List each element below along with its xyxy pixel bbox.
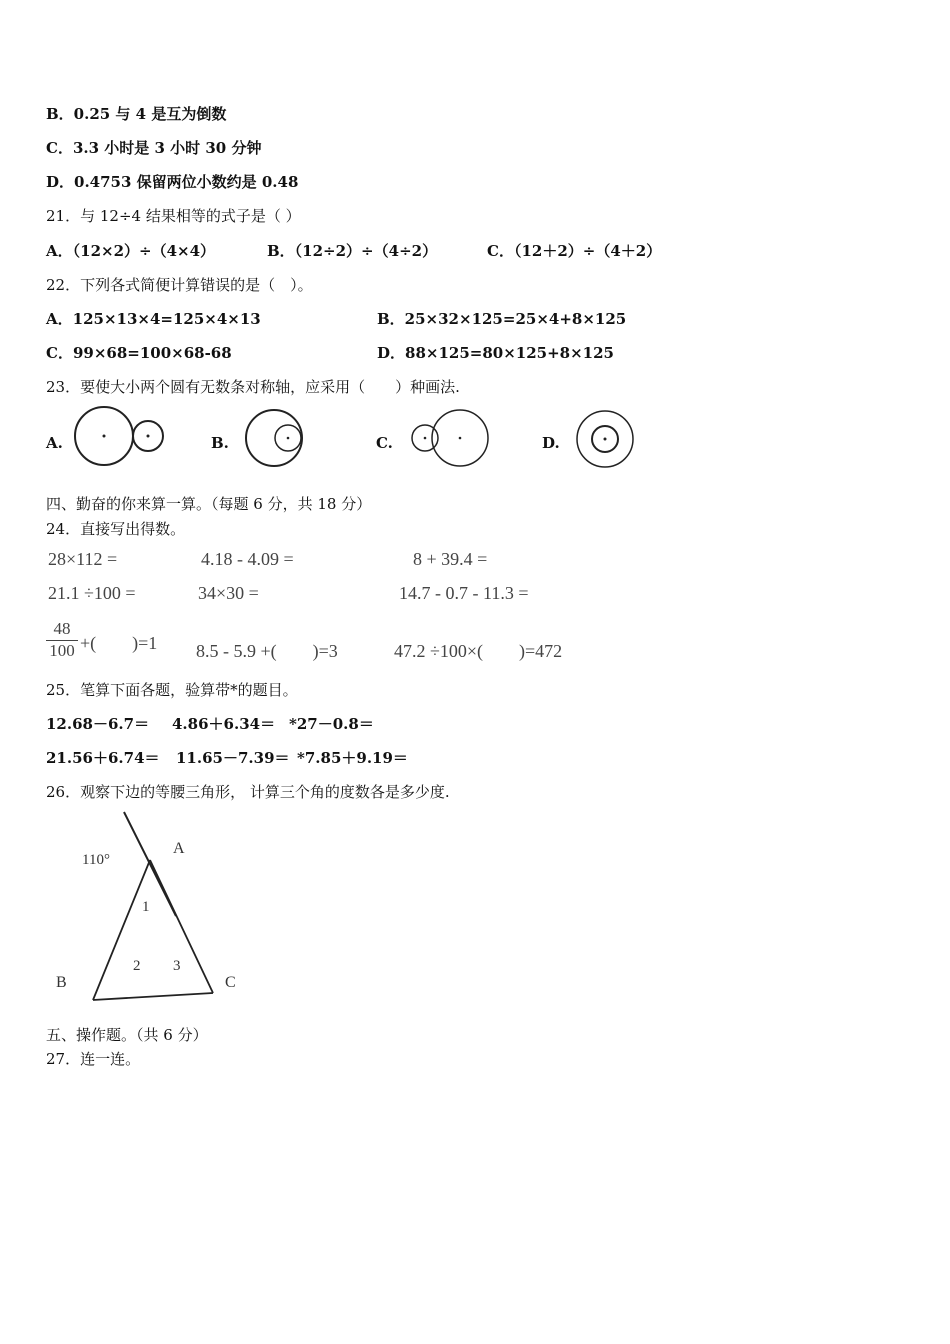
vertex-b-label: B <box>56 974 67 991</box>
q24-row3-item1: +( )=1 <box>80 633 158 653</box>
q23-label-d: D. <box>542 434 560 452</box>
triangle-side-ab <box>93 860 150 1000</box>
section5-title: 五、操作题。（共 6 分） <box>46 1026 208 1044</box>
q24-row1-item3: 8 + 39.4 = <box>413 549 488 569</box>
q21-stem: 21．与 12÷4 结果相等的式子是（ ） <box>46 207 301 225</box>
q21-option-a: A．（12×2）÷（4×4） <box>46 242 216 260</box>
section4-title: 四、勤奋的你来算一算。（每题 6 分，共 18 分） <box>46 495 372 513</box>
q23-label-c: C. <box>376 434 393 452</box>
q23-stem: 23．要使大小两个圆有无数条对称轴，应采用（ ）种画法. <box>46 378 460 396</box>
q26-stem: 26．观察下边的等腰三角形， 计算三个角的度数各是多少度. <box>46 783 450 801</box>
q25-row2-item3: *7.85＋9.19＝ <box>297 749 408 767</box>
q23-label-b: B. <box>211 434 229 452</box>
angle-1-label: 1 <box>142 899 150 915</box>
q22-option-a: A．125×13×4=125×4×13 <box>46 310 261 328</box>
q24-row1-item1: 28×112 = <box>48 549 118 569</box>
q24-stem: 24．直接写出得数。 <box>46 520 186 538</box>
q20-option-b: B．0.25 与 4 是互为倒数 <box>46 105 227 123</box>
q22-stem: 22．下列各式简便计算错误的是（ ）。 <box>46 276 313 294</box>
angle-110-label: 110° <box>82 852 110 868</box>
q21-option-c: C．（12＋2）÷（4＋2） <box>487 242 662 260</box>
vertex-c-label: C <box>225 974 236 991</box>
triangle-side-ac <box>150 860 213 993</box>
angle-3-label: 3 <box>173 958 181 974</box>
q22-option-d: D．88×125=80×125+8×125 <box>377 344 614 362</box>
q24-row3-item2: 8.5 - 5.9 +( )=3 <box>196 641 338 661</box>
q22-option-c: C．99×68=100×68-68 <box>46 344 232 362</box>
q23-label-a: A. <box>46 434 63 452</box>
q24-row2-item1: 21.1 ÷100 = <box>48 583 136 603</box>
q27-stem: 27．连一连。 <box>46 1050 141 1068</box>
q25-row1-item2: 4.86＋6.34＝ <box>172 715 276 733</box>
q24-fraction-numerator: 48 <box>53 619 71 638</box>
vertex-a-label: A <box>173 840 185 857</box>
q24-row1-item2: 4.18 - 4.09 = <box>201 549 294 569</box>
triangle-side-bc <box>93 993 213 1000</box>
q25-row2-item2: 11.65－7.39＝ <box>176 749 290 767</box>
angle-2-label: 2 <box>133 958 141 974</box>
q22-option-b: B．25×32×125=25×4+8×125 <box>377 310 627 328</box>
q24-row2-item2: 34×30 = <box>198 583 259 603</box>
q25-row1-item1: 12.68－6.7＝ <box>46 715 150 733</box>
q20-option-c: C．3.3 小时是 3 小时 30 分钟 <box>46 139 262 157</box>
q25-stem: 25．笔算下面各题，验算带*的题目。 <box>46 681 298 699</box>
q20-option-d: D．0.4753 保留两位小数约是 0.48 <box>46 173 299 191</box>
q25-row1-item3: *27－0.8＝ <box>289 715 374 733</box>
q21-option-b: B．（12÷2）÷（4÷2） <box>267 242 438 260</box>
q25-row2-item1: 21.56＋6.74＝ <box>46 749 160 767</box>
q24-row3-item3: 47.2 ÷100×( )=472 <box>394 641 563 661</box>
q24-fraction-denominator: 100 <box>46 640 78 661</box>
q24-row2-item3: 14.7 - 0.7 - 11.3 = <box>399 583 529 603</box>
